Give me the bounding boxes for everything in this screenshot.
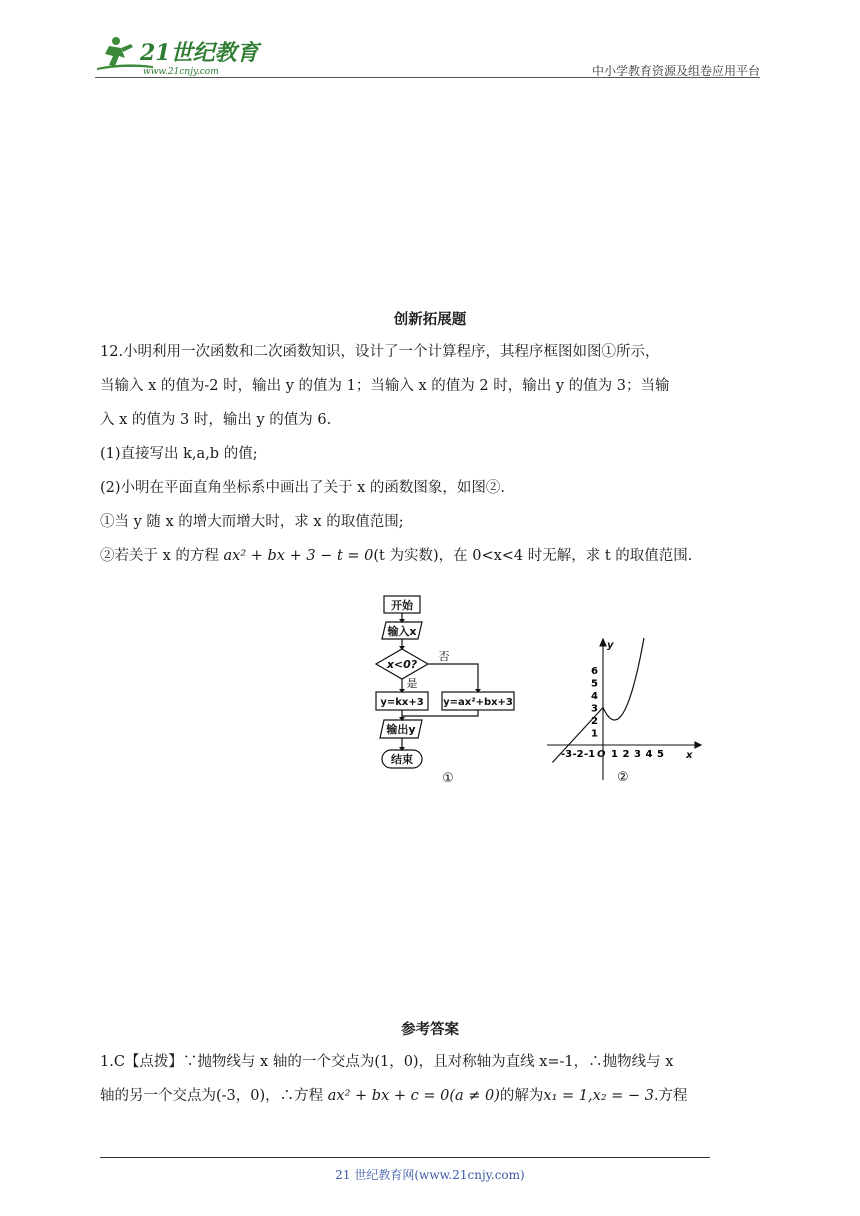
graph-y-arrow [600,639,606,646]
section-title-innovation: 创新拓展题 [393,312,467,328]
header-platform-text: 中小学教育资源及组卷应用平台 [591,64,760,78]
flow-decision-label: x<0? [386,658,418,671]
graph-x-tick-label: 3 [634,749,641,760]
answer-line-2-prefix: 轴的另一个交点为(-3，0)，∴方程 [100,1088,328,1104]
flow-no-label: 否 [438,650,450,663]
question-sub-2-prefix: ②若关于 x 的方程 [100,548,224,564]
flow-output-label: 输出y [386,723,416,736]
question-line-1: 12.小明利用一次函数和二次函数知识，设计了一个计算程序，其程序框图如图①所示， [100,344,660,360]
header-divider [95,77,760,78]
question-sub-2 [100,546,765,566]
svg-text:www.21cnjy.com: www.21cnjy.com [143,67,219,76]
answer-line-2-mid: 的解为 [499,1088,544,1104]
graph-y-label: y [607,640,614,651]
question-part-1: (1)直接写出 k,a,b 的值; [100,446,258,462]
question-line-3: 入 x 的值为 3 时，输出 y 的值为 6. [100,412,332,428]
graph-x-tick-label: 1 [611,749,618,760]
graph-x-arrow [695,742,701,748]
graph-y-tick-label: 2 [591,716,598,727]
footer-text: 21 世纪教育网(www.21cnjy.com) [335,1168,525,1182]
graph-y-tick-label: 6 [591,666,598,677]
answer-line-2-suffix: .方程 [653,1088,688,1104]
answer-line-2 [100,1086,765,1106]
graph-x-tick-label: -3 [560,749,573,760]
graph-x-label: x [686,750,693,761]
section-title-answers: 参考答案 [401,1022,459,1038]
graph-y-tick-label: 1 [591,728,598,740]
page-header [95,28,760,80]
question-line-2: 当输入 x 的值为-2 时，输出 y 的值为 1；当输入 x 的值为 2 时，输出 y 的值为 3；当输 [100,378,670,394]
graph-origin-label: O [597,749,606,760]
question-sub-1: ①当 y 随 x 的增大而增大时，求 x 的取值范围; [100,514,404,530]
flow-end-label: 结束 [391,753,413,766]
flow-yes-label: 是 [406,677,418,690]
question-part-2: (2)小明在平面直角坐标系中画出了关于 x 的函数图象，如图②. [100,480,506,496]
flowchart-caption: ① [442,771,454,786]
graph-x-tick-label: 5 [657,749,664,760]
graph-x-tick-label: -1 [583,749,596,760]
flow-start-label: 开始 [391,599,413,612]
flow-branch-no-label: y=ax²+bx+3 [443,697,513,708]
svg-text:21世纪教育: 21世纪教育 [140,40,259,66]
graph-x-tick-label: 2 [622,749,630,760]
graph-y-tick-label: 4 [591,691,598,702]
graph-y-tick-label: 3 [591,703,598,715]
footer-divider [100,1157,710,1158]
flowchart-figure [370,592,520,792]
function-graph-figure [545,638,705,788]
question-sub-2-equation: ax² + bx + 3 − t = 0 [223,548,374,564]
graph-x-tick-label: 4 [645,749,653,760]
answer-line-1: 1.C【点拨】∵抛物线与 x 轴的一个交点为(1，0)，且对称轴为直线 x=-1，∴抛物线与 x [100,1054,674,1070]
graph-y-tick-label: 5 [591,678,598,690]
question-sub-2-suffix: (t 为实数)，在 0<x<4 时无解，求 t 的取值范围. [373,548,693,564]
graph-caption: ② [617,770,629,785]
flow-input-label: 输入x [387,625,417,638]
graph-x-tick-label: -2 [572,749,584,760]
site-logo [95,32,265,76]
flow-branch-yes-label: y=kx+3 [380,697,424,708]
answer-line-2-equation: ax² + bx + c = 0(a ≠ 0) [327,1088,500,1104]
answer-line-2-solution: x₁ = 1,x₂ = − 3 [543,1088,654,1104]
